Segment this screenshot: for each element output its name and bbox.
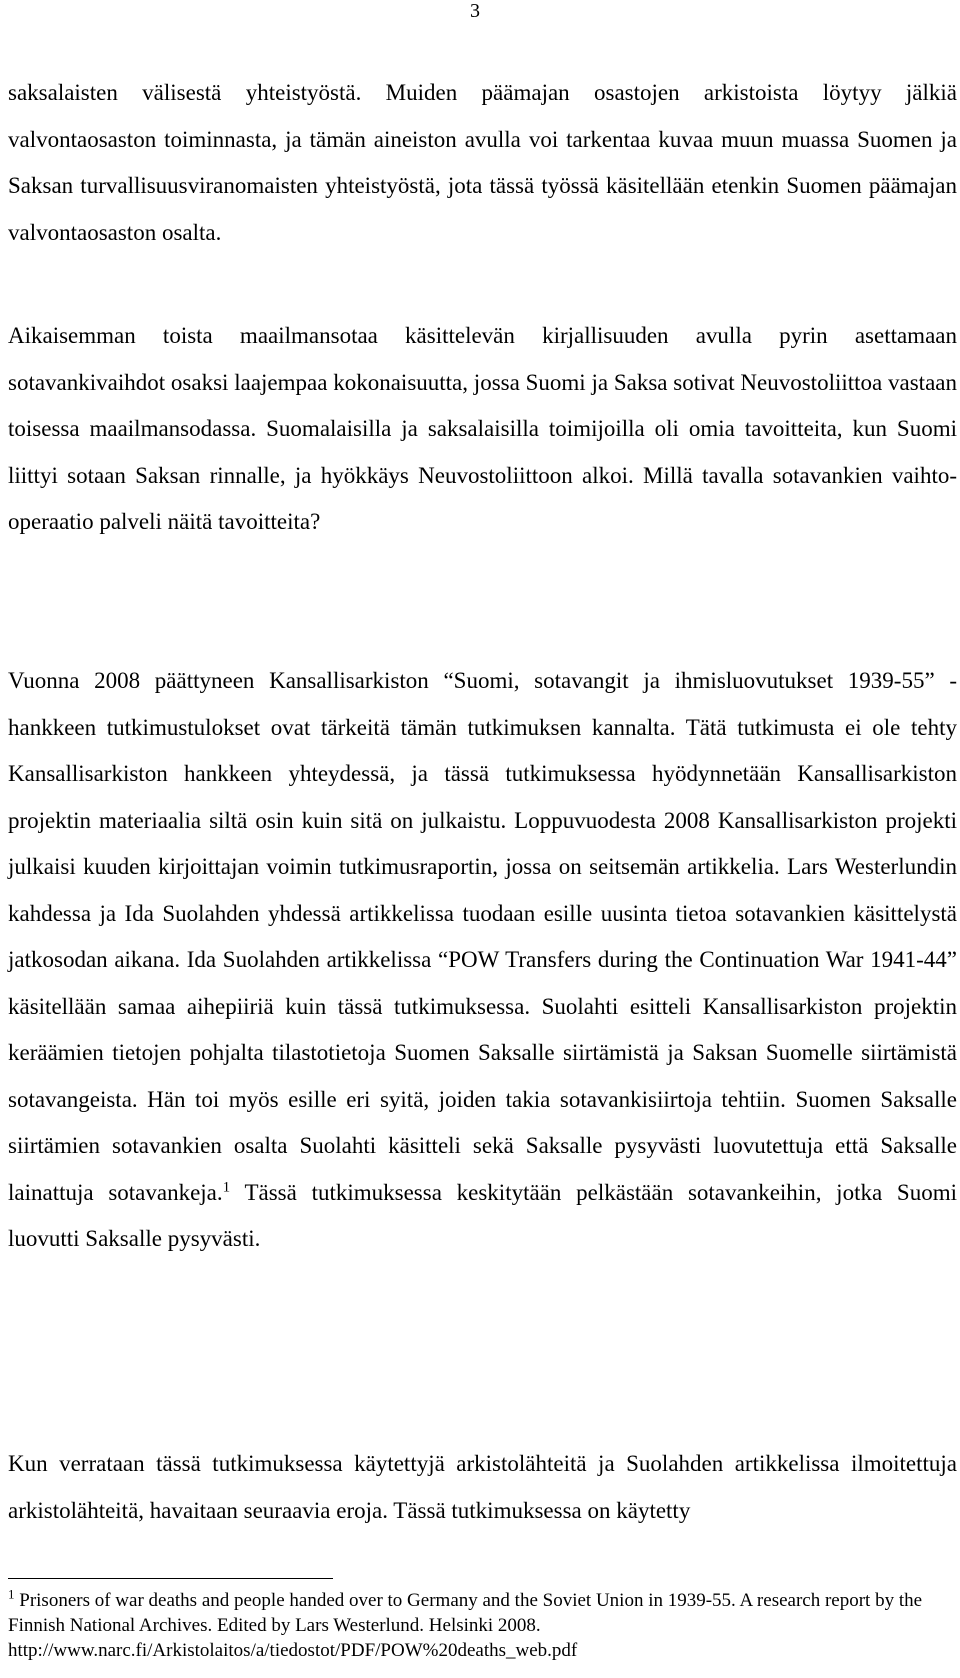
footnote-mark: 1 — [8, 1586, 15, 1602]
footnote-divider — [8, 1578, 333, 1579]
page-number: 3 — [470, 0, 480, 22]
body-paragraph-3 — [8, 658, 957, 1263]
body-paragraph-1: saksalaisten välisestä yhteistyöstä. Muiden päämajan osastojen arkistoista löytyy jälkiä valvontaosaston toiminnasta, ja tämän aineiston avulla voi tarkentaa kuvaa muun muassa Suomen ja Saksan turvallisuusviranomaisten yhteistyöstä, jota tässä työssä käsitellään etenkin Suomen päämajan valvontaosaston osalta. — [8, 80, 957, 245]
body-paragraph-4: Kun verrataan tässä tutkimuksessa käytettyjä arkistolähteitä ja Suolahden artikkelissa ilmoitettuja arkistolähteitä, havaitaan seuraavia eroja. Tässä tutkimuksessa on käytetty — [8, 1451, 957, 1523]
paragraph-text-before-note: Vuonna 2008 päättyneen Kansallisarkiston “Suomi, sotavangit ja ihmisluovutukset 1939-55” -hankkeen tutkimustulokset ovat tärkeitä tämän tutkimuksen kannalta. Tätä tutkimusta ei ole tehty Kansallisarkiston hankkeen yhteydessä, ja tässä tutkimuksessa hyödynnetään Kansallisarkiston projektin materiaalia siltä osin kuin sitä on julkaistu. Loppuvuodesta 2008 Kansallisarkiston projekti julkaisi kuuden kirjoittajan voimin tutkimusraportin, jossa on seitsemän artikkelia. Lars Westerlundin kahdessa ja Ida Suolahden yhdessä artikkelissa tuodaan esille uusinta tietoa sotavankien käsittelystä jatkosodan aikana. Ida Suolahden artikkelissa “POW Transfers during the Continuation War 1941-44” käsitellään samaa aihepiiriä kuin tässä tutkimuksessa. Suolahti esitteli Kansallisarkiston projektin keräämien tietojen pohjalta tilastotietoja Suomen Saksalle siirtämistä ja Saksan Suomelle siirtämistä sotavangeista. Hän toi myös esille eri syitä, joiden takia sotavankisiirtoja tehtiin. Suomen Saksalle siirtämien sotavankien osalta Suolahti käsitteli sekä Saksalle pysyvästi luovutettuja että Saksalle lainattuja sotavankeja. — [8, 668, 957, 1205]
footnote — [8, 1588, 948, 1663]
footnote-text: Prisoners of war deaths and people handed over to Germany and the Soviet Union in 1939-55. A research report by the Finnish National Archives. Edited by Lars Westerlund. Helsinki 2008. http://www.narc.fi/Arkistolaitos/a/tiedostot/PDF/POW%20deaths_web.pdf — [8, 1590, 923, 1661]
paragraph-text-after-note: Tässä tutkimuksessa keskitytään pelkästään sotavankeihin, jotka Suomi luovutti Saksalle pysyvästi. — [8, 1179, 957, 1251]
body-paragraph-2: Aikaisemman toista maailmansotaa käsittelevän kirjallisuuden avulla pyrin asettamaan sotavankivaihdot osaksi laajempaa kokonaisuutta, jossa Suomi ja Saksa sotivat Neuvostoliittoa vastaan toisessa maailmansodassa. Suomalaisilla ja saksalaisilla toimijoilla oli omia tavoitteita, kun Suomi liittyi sotaan Saksan rinnalle, ja hyökkäys Neuvostoliittoon alkoi. Millä tavalla sotavankien vaihto-operaatio palveli näitä tavoitteita? — [8, 323, 957, 534]
footnote-reference: 1 — [222, 1178, 231, 1195]
